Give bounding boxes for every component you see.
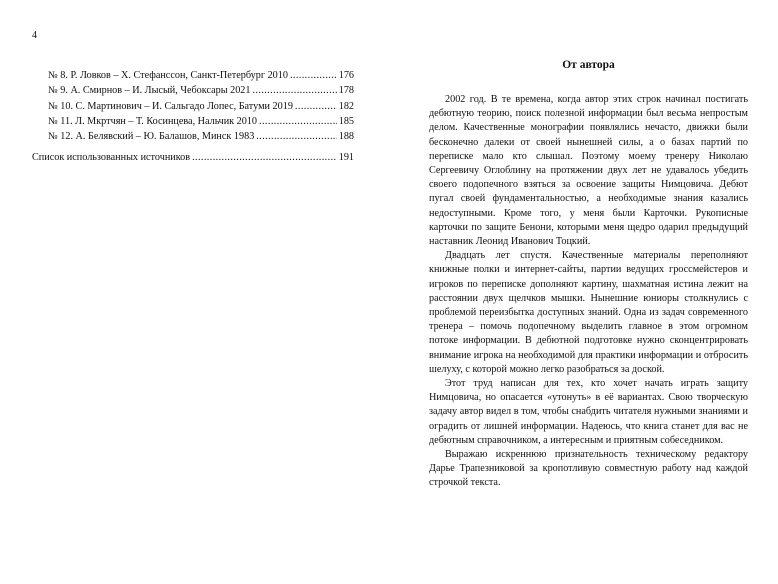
toc-entry (32, 129, 354, 144)
toc-entry-page: 182 (338, 100, 354, 112)
toc-entry (32, 83, 354, 98)
foreword-section (429, 58, 748, 491)
toc-leader-dots (259, 114, 337, 129)
toc-entry (32, 114, 354, 129)
toc-entry-title: Список использованных источников (32, 152, 191, 164)
toc-entry-title: № 8. Р. Ловков – Х. Стефанссон, Санкт-Петербург 2010 (48, 70, 288, 81)
toc-entry (32, 68, 354, 83)
toc-leader-dots (256, 129, 336, 144)
section-heading: От автора (562, 59, 615, 71)
body-paragraph: 2002 год. В те времена, когда автор этих строк начинал постигать дебютную теорию, поиск полезной информации был весьма непростым делом. Качественные монографии появлялись нечасто, движки были бесконечно далеки от своей нынешней силы, а о базах партий по переписке мало кто слышал. Поэтому моему тренеру Николаю Сергеевичу Оглоблину на протяжении двух лет не удавалось убедить своего подопечного взяться за освоение защиты Нимцовича. Дебют пугал своей фундаментальностью, а необходимые знания казались недоступными. Кроме того, у меня были Карточки. Рукописные карточки по защите Бенони, которыми меня щедро одарил предыдущий наставник Леонид Иванович Тоцкий. (429, 94, 748, 248)
toc-leader-dots (253, 83, 337, 98)
table-of-contents (32, 68, 354, 166)
toc-entry (32, 99, 354, 114)
body-paragraph: Двадцать лет спустя. Качественные материалы переполняют книжные полки и интернет-сайты, партии ведущих гроссмейстеров и игроков по переписке дополняют картину, шахматная истина лежит на расстоянии двух щелчков мышки. Нынешние юниоры столкнулись с проблемой переизбытка доступных знаний. Одна из задач современного тренера – помочь подопечному выделить главное в этом огромном потоке информации. В дебютной подготовке нужно сконцентрировать внимание игрока на необходимой для практики информации и отбросить шелуху, с которой можно легко разобраться за доской. (429, 250, 748, 375)
toc-entry-page: 176 (338, 70, 354, 81)
toc-entry-page: 185 (338, 115, 354, 127)
toc-entry-page: 191 (338, 152, 354, 164)
toc-leader-dots (290, 68, 337, 83)
toc-entry-title: № 12. А. Белявский – Ю. Балашов, Минск 1983 (48, 131, 255, 143)
toc-entry-title: № 10. С. Мартинович – И. Сальгадо Лопес, Батуми 2019 (48, 100, 293, 112)
body-paragraph: Выражаю искреннюю признательность техническому редактору Дарье Трапезниковой за кропотливую совместную работу над каждой строчкой текста. (429, 449, 748, 489)
body-paragraph: Этот труд написан для тех, кто хочет начать играть защиту Нимцовича, но опасается «утонуть» в её вариантах. Свою творческую задачу автор видел в том, чтобы снабдить читателя нужными знаниями и оградить от лишней информации. Надеюсь, что книга станет для вас не дебютным справочником, а интересным и приятным собеседником. (429, 378, 748, 446)
toc-entry-page: 178 (338, 85, 354, 97)
toc-entry-page: 188 (338, 131, 354, 143)
toc-entry-references (32, 150, 354, 165)
right-page (389, 0, 778, 584)
toc-leader-dots (295, 99, 337, 114)
toc-leader-dots (192, 150, 337, 165)
toc-entry-title: № 9. А. Смирнов – И. Лысый, Чебоксары 2021 (48, 85, 251, 97)
toc-entry-title: № 11. Л. Мкртчян – Т. Косинцева, Нальчик 2010 (48, 115, 258, 127)
page-number: 4 (32, 30, 37, 41)
